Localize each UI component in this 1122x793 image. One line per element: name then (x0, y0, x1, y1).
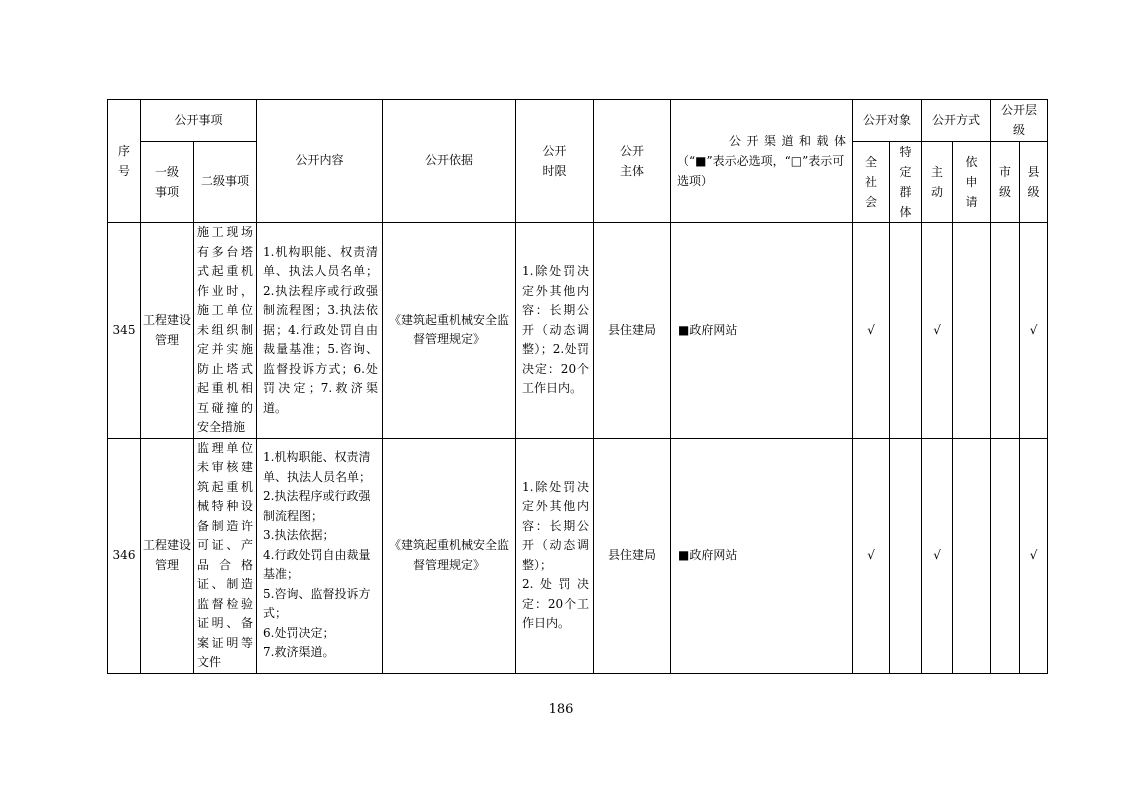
page-number: 186 (548, 702, 574, 717)
row-basis: 《建筑起重机械安全监督管理规定》 (383, 438, 516, 673)
disclosure-table (107, 99, 1048, 674)
row-seq: 345 (108, 223, 141, 439)
row-period: 1.除处罚决定外其他内容：长期公开（动态调整）；2.处罚决定：20个工作日内。 (516, 223, 594, 439)
header-basis: 公开依据 (383, 100, 516, 223)
header-matter: 公开事项 (141, 100, 257, 142)
header-level-county: 县级 (1020, 141, 1048, 223)
row-target-all: √ (853, 438, 890, 673)
row-period-line: 2.处罚决定：20个工作日内。 (522, 577, 590, 630)
header-level-city: 市级 (991, 141, 1020, 223)
row-level1: 工程建设管理 (141, 438, 194, 673)
row-channel: ■政府网站 (671, 438, 853, 673)
header-level2: 二级事项 (194, 141, 257, 223)
header-seq: 序号 (108, 100, 141, 223)
header-channel-line2: （“■”表示必选项，“□”表示可选项） (677, 154, 845, 188)
row-level-county: √ (1020, 223, 1048, 439)
header-method-request: 依申请 (953, 141, 991, 223)
row-level-city (991, 223, 1020, 439)
header-subject: 公开主体 (594, 100, 671, 223)
row-seq: 346 (108, 438, 141, 673)
row-level-county: √ (1020, 438, 1048, 673)
table-row (108, 438, 1048, 673)
header-channel (671, 100, 853, 223)
row-level1: 工程建设管理 (141, 223, 194, 439)
row-subject: 县住建局 (594, 223, 671, 439)
row-target-all: √ (853, 223, 890, 439)
row-method-request (953, 438, 991, 673)
header-target: 公开对象 (853, 100, 922, 142)
header-method-active: 主动 (922, 141, 953, 223)
row-period-line: 1.除处罚决定外其他内容：长期公开（动态调整）； (522, 479, 590, 572)
row-method-active: √ (922, 223, 953, 439)
header-content: 公开内容 (257, 100, 383, 223)
row-content-line: 7.救济渠道。 (263, 645, 335, 660)
row-subject: 县住建局 (594, 438, 671, 673)
row-basis: 《建筑起重机械安全监督管理规定》 (383, 223, 516, 439)
header-channel-line1: 公 开 渠 道 和 载 体 (729, 134, 847, 148)
row-channel: ■政府网站 (671, 223, 853, 439)
row-period (516, 438, 594, 673)
row-content-line: 1.机构职能、权责清单、执法人员名单； (263, 450, 372, 484)
row-method-request (953, 223, 991, 439)
row-target-specific (890, 438, 922, 673)
row-level-city (991, 438, 1020, 673)
row-content-line: 4.行政处罚自由裁量基准； (263, 547, 371, 582)
row-content-line: 6.处罚决定； (263, 625, 335, 640)
row-content-line: 3.执法依据； (263, 528, 335, 543)
header-method: 公开方式 (922, 100, 991, 142)
row-content: 1.机构职能、权责清单、执法人员名单；2.执法程序或行政强制流程图；3.执法依据；4.行政处罚自由裁量基准；5.咨询、监督投诉方式；6.处罚决定；7.救济渠道。 (257, 223, 383, 439)
header-target-specific: 特定群体 (890, 141, 922, 223)
header-level: 公开层级 (991, 100, 1048, 142)
row-level2: 监理单位未审核建筑起重机械特种设备制造许可证、产品合格证、制造监督检验证明、备案证明等文件 (194, 438, 257, 673)
table-row (108, 223, 1048, 439)
row-content-line: 5.咨询、监督投诉方式； (263, 586, 371, 621)
row-content-line: 2.执法程序或行政强制流程图； (263, 489, 371, 523)
header-level1: 一级事项 (141, 141, 194, 223)
row-target-specific (890, 223, 922, 439)
row-level2: 施工现场有多台塔式起重机作业时，施工单位未组织制定并实施防止塔式起重机相互碰撞的安全措施 (194, 223, 257, 439)
row-content (257, 438, 383, 673)
header-period: 公开时限 (516, 100, 594, 223)
header-target-all: 全社会 (853, 141, 890, 223)
row-method-active: √ (922, 438, 953, 673)
